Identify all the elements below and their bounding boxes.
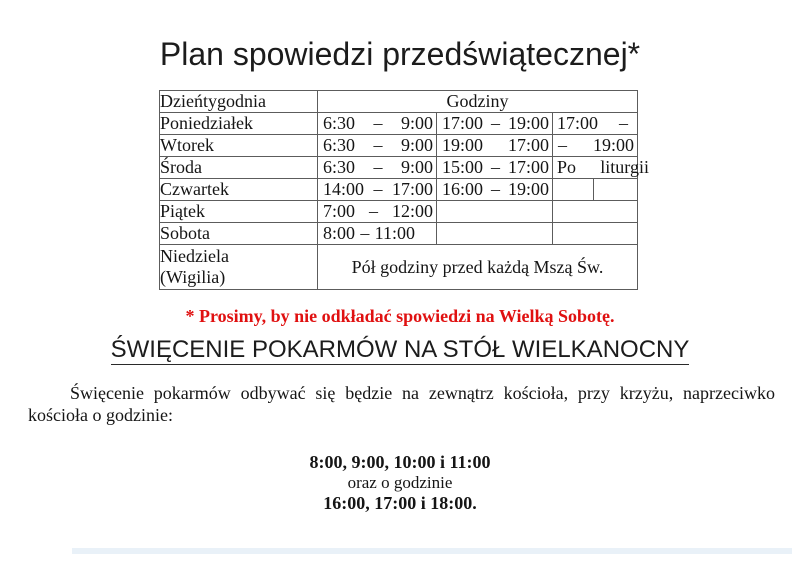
confession-schedule-table (159, 90, 649, 290)
time-cell: 14:00 – 17:00 (318, 179, 437, 201)
sunday-note-cell: Pół godziny przed każdą Mszą Św. (318, 245, 638, 290)
section-heading: ŚWIĘCENIE POKARMÓW NA STÓŁ WIELKANOCNY (110, 336, 690, 363)
table-row-thursday (160, 179, 638, 201)
page-bottom-bar (72, 548, 792, 554)
time-cell: 8:00 – 11:00 (318, 223, 437, 245)
table-row-friday (160, 201, 638, 223)
page-title: Plan spowiedzi przedświątecznej* (159, 36, 641, 72)
time-cell: 6:30 – 9:00 (318, 157, 437, 179)
times-line-2: oraz o godzinie (347, 473, 453, 492)
time-cell: 15:00 – 17:00 (437, 157, 553, 179)
time-cell: 7:00 – 12:00 (318, 201, 437, 223)
time-cell: Po liturgii (553, 157, 638, 179)
day-cell: Sobota (160, 223, 318, 245)
table-row-wednesday (160, 157, 638, 179)
empty-cell (553, 179, 594, 201)
day-cell: Piątek (160, 201, 318, 223)
body-paragraph: Święcenie pokarmów odbywać się będzie na zewnątrz kościoła, przy krzyżu, naprzeciwko kościoła o godzinie: (28, 383, 775, 425)
day-cell: Niedziela (Wigilia) (160, 245, 318, 290)
time-cell: 17:00 – 19:00 (437, 113, 553, 135)
empty-cell (553, 223, 638, 245)
day-cell: Wtorek (160, 135, 318, 157)
table-row-monday (160, 113, 638, 135)
time-cell: 6:30 – 9:00 (318, 113, 437, 135)
warning-note: * Prosimy, by nie odkładać spowiedzi na Wielką Sobotę. (185, 306, 615, 326)
table-row-tuesday (160, 135, 638, 157)
table-row-saturday (160, 223, 638, 245)
day-cell: Środa (160, 157, 318, 179)
time-cell: 17:00 – (553, 113, 638, 135)
time-cell: 19:00 17:00 (437, 135, 553, 157)
day-column-header: Dzieńtygodnia (160, 91, 318, 113)
empty-cell (594, 179, 638, 201)
blessing-times (0, 452, 800, 514)
hours-column-header: Godziny (318, 91, 638, 113)
table-header-row (160, 91, 638, 113)
day-cell: Czwartek (160, 179, 318, 201)
table-row-sunday (160, 245, 638, 290)
empty-cell (437, 201, 553, 223)
time-cell: 16:00 – 19:00 (437, 179, 553, 201)
empty-cell (437, 223, 553, 245)
times-line-1: 8:00, 9:00, 10:00 i 11:00 (309, 452, 491, 472)
time-cell: 6:30 – 9:00 (318, 135, 437, 157)
times-line-3: 16:00, 17:00 i 18:00. (323, 493, 477, 513)
empty-cell (553, 201, 638, 223)
time-cell: – 19:00 (553, 135, 638, 157)
day-cell: Poniedziałek (160, 113, 318, 135)
